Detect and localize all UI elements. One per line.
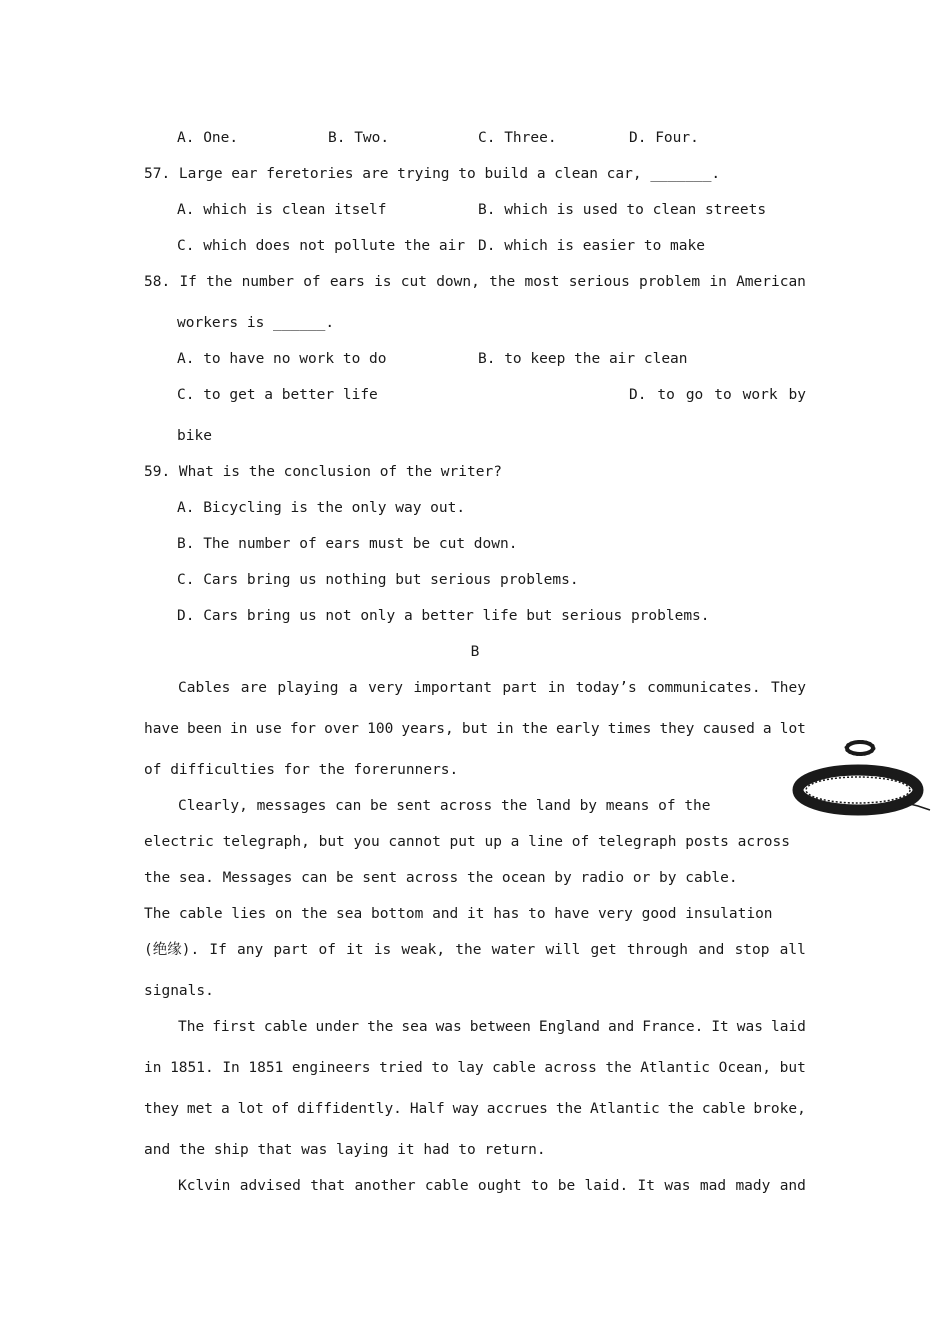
word: Half bbox=[409, 1101, 445, 1117]
q58-option-d-wrap: bike bbox=[177, 428, 212, 444]
word: most bbox=[524, 274, 560, 290]
word: problem bbox=[639, 274, 701, 290]
word: (绝缘). bbox=[144, 942, 200, 958]
word: ears bbox=[329, 274, 365, 290]
passage-b-heading: B bbox=[470, 644, 480, 660]
word: they bbox=[144, 1101, 179, 1117]
word: the bbox=[455, 942, 482, 958]
q57-option-c: C. which does not pollute the air bbox=[177, 238, 466, 254]
q59-option-b: B. The number of ears must be cut down. bbox=[177, 536, 518, 552]
word: the bbox=[667, 1101, 694, 1117]
passage-b-p3-line1 bbox=[178, 1017, 806, 1037]
word: broke, bbox=[753, 1101, 806, 1117]
word: The bbox=[178, 1019, 205, 1035]
large-cable-coil bbox=[796, 768, 930, 812]
word: but bbox=[779, 1060, 806, 1076]
word: met bbox=[186, 1101, 214, 1117]
word: cable bbox=[424, 1178, 469, 1194]
word: engineers bbox=[291, 1060, 371, 1076]
cable-coil-illustration bbox=[790, 732, 938, 816]
word: cable bbox=[701, 1101, 746, 1117]
word: France. bbox=[642, 1019, 704, 1035]
word: work bbox=[742, 387, 778, 403]
word: to bbox=[530, 1178, 549, 1194]
q58-option-a: A. to have no work to do bbox=[177, 351, 387, 367]
q58-stem-line1 bbox=[144, 272, 806, 292]
word: in bbox=[709, 274, 727, 290]
word: cable bbox=[492, 1060, 536, 1076]
word: another bbox=[354, 1178, 416, 1194]
word: Ocean, bbox=[718, 1060, 772, 1076]
q59-option-d: D. Cars bring us not only a better life but serious problems. bbox=[177, 608, 710, 624]
word: go bbox=[685, 387, 704, 403]
q58-option-c: C. to get a better life bbox=[177, 387, 378, 403]
passage-b-p2-line2: electric telegraph, but you cannot put up a line of telegraph posts across bbox=[144, 834, 791, 850]
word: is bbox=[373, 942, 392, 958]
q57-option-a: A. which is clean itself bbox=[177, 202, 387, 218]
word: get bbox=[590, 942, 617, 958]
word: the bbox=[521, 721, 548, 737]
small-cable-loop bbox=[845, 741, 875, 756]
word: Kclvin bbox=[178, 1178, 231, 1194]
word: but bbox=[461, 721, 489, 737]
q58-option-b: B. to keep the air clean bbox=[478, 351, 688, 367]
word: water bbox=[491, 942, 536, 958]
word: years, bbox=[401, 721, 454, 737]
word: use bbox=[255, 721, 282, 737]
word: across bbox=[544, 1060, 597, 1076]
word: very bbox=[368, 680, 403, 696]
q58-option-d bbox=[629, 385, 806, 405]
word: 58. bbox=[144, 274, 171, 290]
q57-stem: 57. Large ear feretories are trying to build a clean car, _______. bbox=[144, 166, 721, 182]
word: lay bbox=[457, 1060, 484, 1076]
word: have bbox=[144, 721, 179, 737]
passage-b-p2-line6: signals. bbox=[144, 983, 214, 999]
word: today’s bbox=[575, 680, 637, 696]
word: diffidently. bbox=[297, 1101, 402, 1117]
q57-option-d: D. which is easier to make bbox=[478, 238, 705, 254]
word: accrues bbox=[486, 1101, 548, 1117]
passage-b-p3-line4: and the ship that was laying it had to return. bbox=[144, 1142, 546, 1158]
q59-stem: 59. What is the conclusion of the writer? bbox=[144, 464, 502, 480]
word: communicates. bbox=[647, 680, 761, 696]
word: in bbox=[547, 680, 566, 696]
word: If bbox=[179, 274, 197, 290]
passage-b-p1-line2 bbox=[144, 719, 806, 739]
word: the bbox=[489, 274, 516, 290]
word: was bbox=[736, 1019, 763, 1035]
word: in bbox=[230, 721, 248, 737]
word: important bbox=[413, 680, 492, 696]
word: mady bbox=[735, 1178, 771, 1194]
word: sea bbox=[401, 1019, 428, 1035]
q56-option-b: B. Two. bbox=[328, 130, 390, 146]
word: cut bbox=[400, 274, 427, 290]
passage-b-p2-line1: Clearly, messages can be sent across the land by means of the bbox=[178, 798, 711, 814]
word: Atlantic bbox=[589, 1101, 660, 1117]
word: part bbox=[502, 680, 538, 696]
word: times bbox=[607, 721, 652, 737]
word: laid bbox=[770, 1019, 806, 1035]
passage-b-p3-line2 bbox=[144, 1058, 806, 1078]
word: any bbox=[237, 942, 264, 958]
word: and bbox=[779, 1178, 806, 1194]
word: caused bbox=[702, 721, 755, 737]
passage-b-p3-line3 bbox=[144, 1099, 806, 1119]
word: will bbox=[545, 942, 581, 958]
q59-option-a: A. Bicycling is the only way out. bbox=[177, 500, 466, 516]
passage-b-p1-line1 bbox=[178, 678, 806, 698]
word: Cables bbox=[178, 680, 231, 696]
passage-b-p2-line3: the sea. Messages can be sent across the ocean by radio or by cable. bbox=[144, 870, 738, 886]
word: of bbox=[303, 274, 321, 290]
word: lot bbox=[237, 1101, 264, 1117]
word: was bbox=[435, 1019, 462, 1035]
word: for bbox=[289, 721, 317, 737]
word: to bbox=[657, 387, 675, 403]
word: in bbox=[144, 1060, 162, 1076]
q56-option-c: C. Three. bbox=[478, 130, 557, 146]
word: in bbox=[496, 721, 514, 737]
word: number bbox=[241, 274, 294, 290]
word: of bbox=[271, 1101, 290, 1117]
word: part bbox=[273, 942, 309, 958]
word: a bbox=[762, 721, 772, 737]
word: it bbox=[346, 942, 364, 958]
word: playing bbox=[277, 680, 339, 696]
word: all bbox=[779, 942, 806, 958]
word: are bbox=[240, 680, 267, 696]
word: D. bbox=[629, 387, 647, 403]
word: ought bbox=[477, 1178, 522, 1194]
q58-stem-line2: workers is ______. bbox=[177, 315, 335, 331]
word: weak, bbox=[401, 942, 446, 958]
word: was bbox=[664, 1178, 691, 1194]
word: the bbox=[555, 1101, 583, 1117]
word: and bbox=[608, 1019, 635, 1035]
q56-option-d: D. Four. bbox=[629, 130, 699, 146]
word: cable bbox=[263, 1019, 308, 1035]
word: Atlantic bbox=[640, 1060, 711, 1076]
word: tried bbox=[379, 1060, 423, 1076]
word: If bbox=[209, 942, 227, 958]
word: between bbox=[469, 1019, 531, 1035]
word: mad bbox=[699, 1178, 727, 1194]
word: England bbox=[538, 1019, 600, 1035]
word: been bbox=[187, 721, 222, 737]
word: to bbox=[431, 1060, 449, 1076]
word: the bbox=[206, 274, 233, 290]
word: and bbox=[698, 942, 725, 958]
word: American bbox=[736, 274, 806, 290]
q56-option-a: A. One. bbox=[177, 130, 239, 146]
passage-b-p2-line4: The cable lies on the sea bottom and it has to have very good insulation bbox=[144, 906, 773, 922]
word: to bbox=[714, 387, 732, 403]
word: first bbox=[212, 1019, 256, 1035]
word: a bbox=[348, 680, 358, 696]
word: serious bbox=[568, 274, 630, 290]
word: In bbox=[222, 1060, 240, 1076]
word: lot bbox=[779, 721, 806, 737]
word: a bbox=[220, 1101, 230, 1117]
word: early bbox=[555, 721, 600, 737]
q57-option-b: B. which is used to clean streets bbox=[478, 202, 767, 218]
word: advised bbox=[239, 1178, 301, 1194]
passage-b-p2-line5 bbox=[144, 940, 806, 960]
q59-option-c: C. Cars bring us nothing but serious problems. bbox=[177, 572, 579, 588]
word: under bbox=[315, 1019, 360, 1035]
word: the bbox=[367, 1019, 394, 1035]
passage-b-p1-line3: of difficulties for the forerunners. bbox=[144, 762, 459, 778]
word: they bbox=[659, 721, 695, 737]
word: It bbox=[637, 1178, 655, 1194]
word: way bbox=[452, 1101, 479, 1117]
word: stop bbox=[734, 942, 770, 958]
passage-b-p4-line1 bbox=[178, 1176, 806, 1196]
word: laid. bbox=[584, 1178, 629, 1194]
word: through bbox=[626, 942, 689, 958]
word: that bbox=[310, 1178, 346, 1194]
word: the bbox=[605, 1060, 632, 1076]
word: by bbox=[788, 387, 806, 403]
word: 1851 bbox=[248, 1060, 284, 1076]
word: 1851. bbox=[170, 1060, 214, 1076]
word: down, bbox=[436, 274, 480, 290]
word: over bbox=[324, 721, 360, 737]
word: They bbox=[771, 680, 806, 696]
word: of bbox=[318, 942, 336, 958]
word: 100 bbox=[367, 721, 394, 737]
word: is bbox=[374, 274, 392, 290]
word: It bbox=[711, 1019, 729, 1035]
word: be bbox=[557, 1178, 576, 1194]
